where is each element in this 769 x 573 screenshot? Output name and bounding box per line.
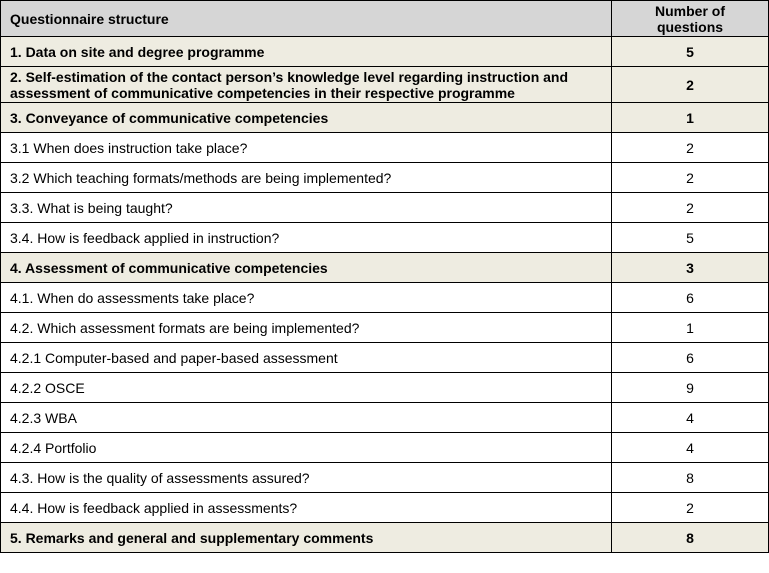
section-row: [1, 253, 769, 283]
row-count: 9: [612, 373, 769, 403]
row-label: 4.2.4 Portfolio: [1, 433, 612, 463]
row-count: 8: [612, 523, 769, 553]
table-row: [1, 463, 769, 493]
table-row: [1, 313, 769, 343]
row-label: 4.1. When do assessments take place?: [1, 283, 612, 313]
row-count: 1: [612, 313, 769, 343]
row-count: 2: [612, 163, 769, 193]
table-row: [1, 283, 769, 313]
row-label: 4.4. How is feedback applied in assessments?: [1, 493, 612, 523]
row-label: 1. Data on site and degree programme: [1, 37, 612, 67]
row-label: 3.3. What is being taught?: [1, 193, 612, 223]
row-label: 4.3. How is the quality of assessments assured?: [1, 463, 612, 493]
row-count: 6: [612, 283, 769, 313]
row-label: 4. Assessment of communicative competencies: [1, 253, 612, 283]
header-row: [1, 1, 769, 37]
row-label: 3.1 When does instruction take place?: [1, 133, 612, 163]
table-row: [1, 493, 769, 523]
row-count: 5: [612, 223, 769, 253]
row-label: 4.2.3 WBA: [1, 403, 612, 433]
row-label: 4.2. Which assessment formats are being implemented?: [1, 313, 612, 343]
row-label: 2. Self-estimation of the contact person’s knowledge level regarding instruction and assessment of communicative competencies in their respective programme: [1, 67, 612, 103]
row-count: 4: [612, 433, 769, 463]
table-row: [1, 373, 769, 403]
table-row: [1, 223, 769, 253]
row-count: 6: [612, 343, 769, 373]
row-count: 3: [612, 253, 769, 283]
section-row: [1, 103, 769, 133]
section-row: [1, 67, 769, 103]
table-row: [1, 163, 769, 193]
row-count: 2: [612, 193, 769, 223]
table-row: [1, 133, 769, 163]
table-row: [1, 403, 769, 433]
row-count: 2: [612, 133, 769, 163]
section-row: [1, 37, 769, 67]
row-count: 4: [612, 403, 769, 433]
row-count: 2: [612, 493, 769, 523]
table-row: [1, 343, 769, 373]
row-label: 5. Remarks and general and supplementary comments: [1, 523, 612, 553]
table-row: [1, 433, 769, 463]
row-count: 8: [612, 463, 769, 493]
header-count: Number of questions: [612, 1, 769, 37]
row-count: 1: [612, 103, 769, 133]
section-row: [1, 523, 769, 553]
row-label: 3.4. How is feedback applied in instruction?: [1, 223, 612, 253]
row-label: 3.2 Which teaching formats/methods are being implemented?: [1, 163, 612, 193]
row-count: 5: [612, 37, 769, 67]
row-count: 2: [612, 67, 769, 103]
table-row: [1, 193, 769, 223]
row-label: 3. Conveyance of communicative competencies: [1, 103, 612, 133]
header-structure: Questionnaire structure: [1, 1, 612, 37]
row-label: 4.2.2 OSCE: [1, 373, 612, 403]
row-label: 4.2.1 Computer-based and paper-based assessment: [1, 343, 612, 373]
